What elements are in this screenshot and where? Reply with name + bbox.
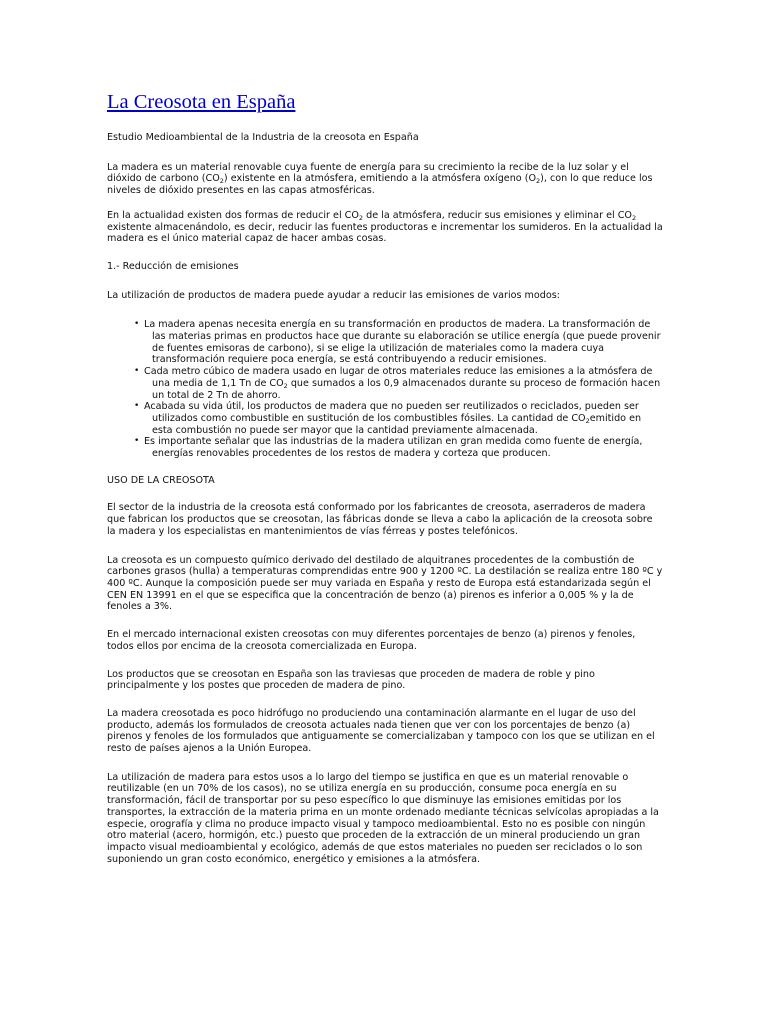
section-heading-reduccion: 1.- Reducción de emisiones [107, 260, 239, 272]
paragraph-intro: La madera es un material renovable cuya fuente de energía para su crecimiento la recibe de la luz solar y el dióxido de carbono $(CO_2)$ existente en la atmósfera, emitiendo a la atmósfera oxígeno $(O_2)$, con lo que reduce los niveles de dióxido presentes en las capas atmosféricas. [107, 161, 653, 197]
bullet-icon: • [134, 401, 140, 412]
paragraph-reduction-methods: En la actualidad existen dos formas de reducir el $CO_2$ de la atmósfera, reducir sus emisiones y eliminar el $CO_2$ existente almacenándolo, es decir, reducir las fuentes productoras e incrementar los sumideros. En la actualidad la madera es el único material capaz de hacer ambas cosas. [107, 209, 663, 245]
title-link[interactable]: La Creosota en España [107, 91, 296, 113]
paragraph-international: En el mercado internacional existen creosotas con muy diferentes porcentajes de benzo (a) pirenos y fenoles, todos ellos por encima de la creosota comercializada en Europa. [107, 629, 636, 652]
bullet-icon: • [134, 436, 140, 447]
list-item: • Es importante señalar que las industrias de la madera utilizan en gran medida como fuente de energía, energías renovables procedentes de los restos de madera y corteza que producen. [134, 436, 643, 460]
bullet-icon: • [134, 319, 140, 330]
section-heading-uso: USO DE LA CREOSOTA [107, 474, 215, 486]
paragraph-treated-wood: La madera creosotada es poco hidrófugo no produciendo una contaminación alarmante en el lugar de uso del producto, además los formulados de creosota actuales nada tienen que ver con los porcentajes de benzo (a) pirenos y fenoles de los formulados que antiguamente se comercializaban y tampoco con los que se utilizan en el resto de países ajenos a la Unión Europea. [107, 707, 655, 755]
list-item: • Cada metro cúbico de madera usado en lugar de otros materiales reduce las emisiones a la atmósfera de una media de 1,1 Tn de $CO_2$ que sumados a los 0,9 almacenados durante su proceso de formación hacen un total de 2 Tn de ahorro. [134, 366, 661, 401]
paragraph-composition: La creosota es un compuesto químico derivado del destilado de alquitranes procedentes de la combustión de carbones grasos (hulla) a temperaturas comprendidas entre 900 y 1200 ºC. La destilación se realiza entre 180 ºC y 400 ºC. Aunque la composición puede ser muy variada en España y resto de Europa está estandarizada según el CEN EN 13991 en el que se especifica que la concentración de benzo (a) pirenos es inferior a 0,005 % y la de fenoles a 3%. [107, 554, 663, 613]
paragraph-justification: La utilización de madera para estos usos a lo largo del tiempo se justifica en que es un material renovable o reutilizable (en un 70% de los casos), no se utiliza energía en su producción, consume poca energía en su transformación, fácil de transportar por su peso específico lo que disminuye las emisiones emitidas por los transportes, la extracción de la materia prima en un monte ordenado mediante técnicas selvícolas apropiadas a la especie, orografía y clima no produce impacto visual y tampoco medioambiental. Esto no es posible con ningún otro material (acero, hormigón, etc.) puesto que proceden de la extracción de un mineral produciendo un gran impacto visual medioambiental y ecológico, además de que estos materiales no pueden ser reciclados o lo son suponiendo un gran costo económico, energético y emisiones a la atmósfera. [107, 771, 659, 865]
subtitle: Estudio Medioambiental de la Industria de la creosota en España [107, 132, 419, 143]
list-item: • La madera apenas necesita energía en su transformación en productos de madera. La transformación de las materias primas en productos hace que durante su elaboración se utilice energía (que puede provenir de fuentes emisoras de carbono), si se elige la utilización de materiales como la madera cuya transformación requiere poca energía, se está contribuyendo a reducir emisiones. [134, 319, 661, 366]
bullet-list [107, 319, 663, 459]
document-page [107, 88, 663, 865]
bullet-icon: • [134, 366, 140, 377]
paragraph-sector: El sector de la industria de la creosota está conformado por los fabricantes de creosota, aserraderos de madera que fabrican los productos que se creosotan, las fábricas donde se lleva a cabo la aplicación de la creosota sobre la madera y los especialistas en mantenimientos de vías férreas y postes telefónicos. [107, 502, 653, 537]
page-title [107, 88, 663, 116]
paragraph-modes: La utilización de productos de madera puede ayudar a reducir las emisiones de varios modos: [107, 289, 560, 301]
paragraph-products: Los productos que se creosotan en España son las traviesas que proceden de madera de roble y pino principalmente y los postes que proceden de madera de pino. [107, 668, 595, 692]
list-item: • Acabada su vida útil, los productos de madera que no pueden ser reutilizados o reciclados, pueden ser utilizados como combustible en sustitución de los combustibles fósiles. La cantidad de $CO_2emitido$ en esta combustión no puede ser mayor que la cantidad previamente almacenada. [134, 401, 642, 436]
